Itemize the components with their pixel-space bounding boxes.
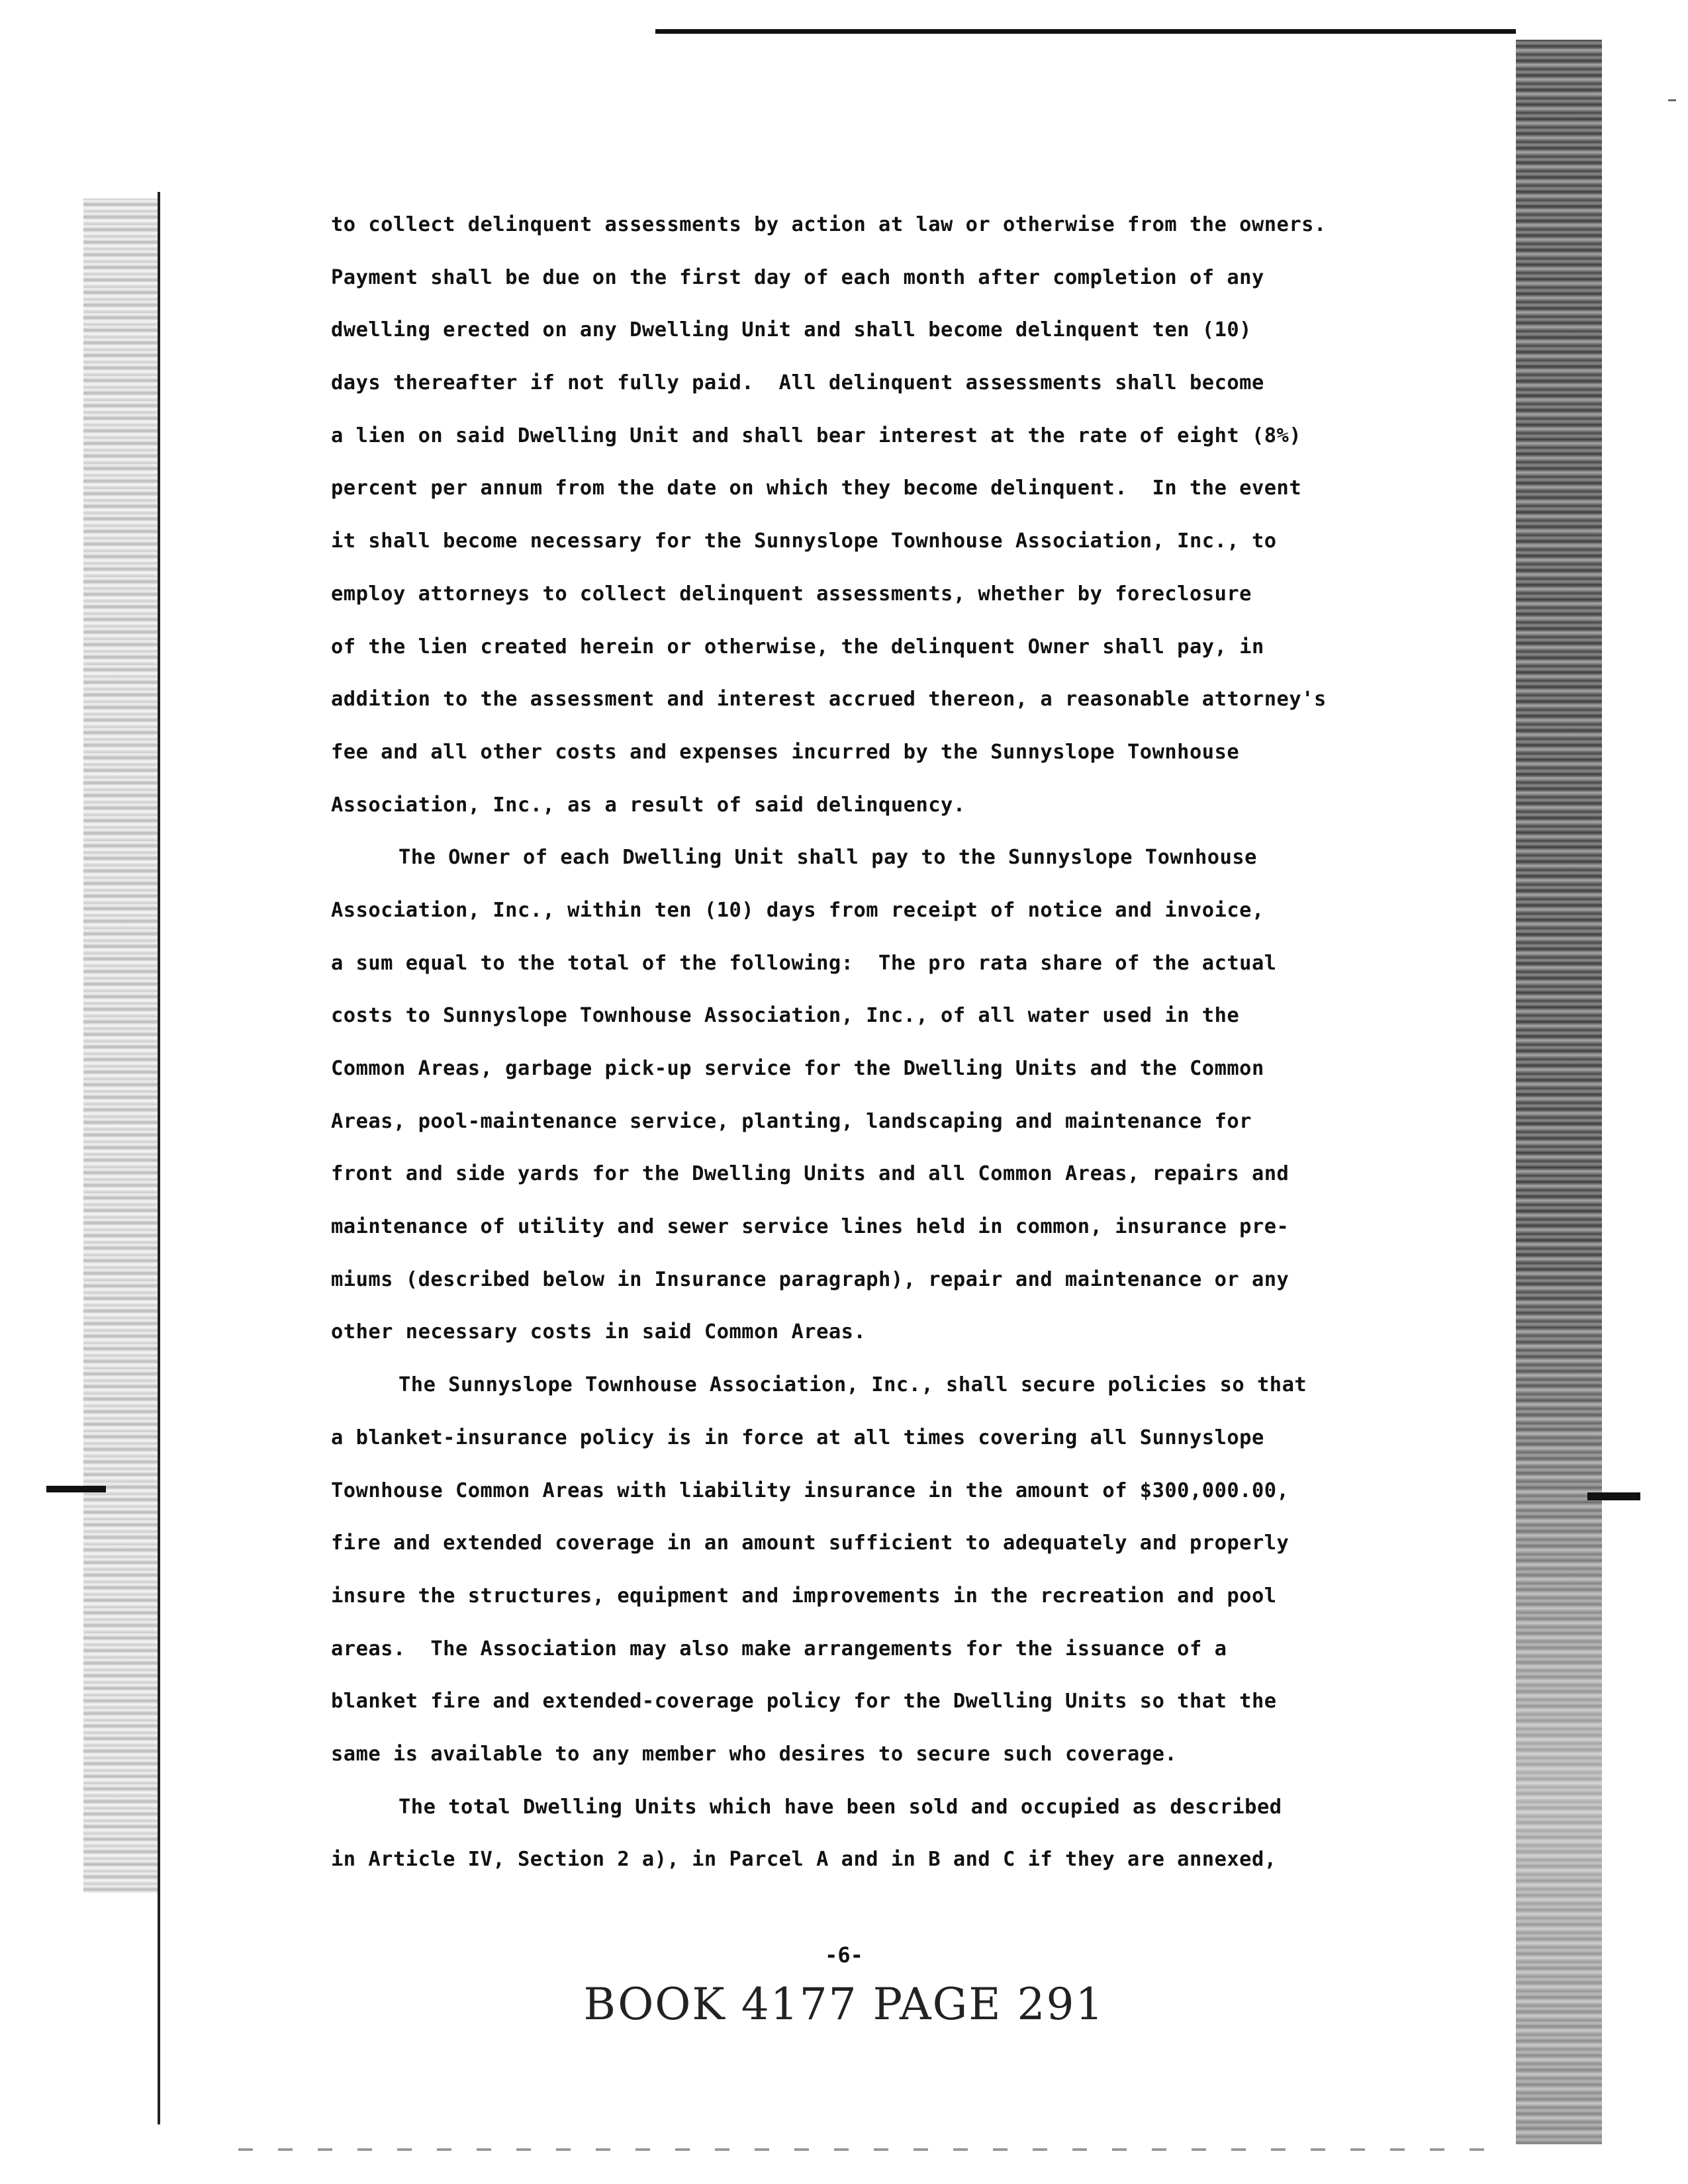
- text-line: fire and extended coverage in an amount sufficient to adequately and properly: [331, 1531, 1289, 1555]
- text-line: percent per annum from the date on which they become delinquent. In the event: [331, 477, 1302, 500]
- scan-left-edge-line: [158, 192, 160, 2124]
- text-line: fee and all other costs and expenses incurred by the Sunnyslope Townhouse: [331, 740, 1240, 764]
- text-line: of the lien created herein or otherwise, the delinquent Owner shall pay, in: [331, 635, 1264, 659]
- text-line: Payment shall be due on the first day of each month after completion of any: [331, 265, 1264, 289]
- text-line: front and side yards for the Dwelling Units and all Common Areas, repairs and: [331, 1162, 1289, 1186]
- text-line: to collect delinquent assessments by action at law or otherwise from the owners.: [331, 213, 1327, 236]
- text-line: areas. The Association may also make arrangements for the issuance of a: [331, 1637, 1227, 1661]
- scan-left-edge-shading: [83, 199, 160, 1893]
- text-line: blanket fire and extended-coverage policy for the Dwelling Units so that the: [331, 1690, 1277, 1713]
- text-line: The Owner of each Dwelling Unit shall pay to the Sunnyslope Townhouse: [399, 846, 1257, 870]
- text-line: miums (described below in Insurance paragraph), repair and maintenance or any: [331, 1267, 1289, 1291]
- scan-edge-tick: [1668, 99, 1676, 101]
- text-line: a sum equal to the total of the following: The pro rata share of the actual: [331, 951, 1277, 975]
- text-line: addition to the assessment and interest accrued thereon, a reasonable attorney's: [331, 688, 1327, 711]
- text-line: Association, Inc., as a result of said delinquency.: [331, 793, 966, 817]
- scan-bottom-dashes: [238, 2148, 1496, 2151]
- body-text: [331, 199, 1456, 1886]
- text-line: days thereafter if not fully paid. All delinquent assessments shall become: [331, 371, 1264, 395]
- text-line: costs to Sunnyslope Townhouse Association, Inc., of all water used in the: [331, 1004, 1240, 1028]
- text-line: other necessary costs in said Common Areas.: [331, 1320, 867, 1344]
- text-line: a lien on said Dwelling Unit and shall bear interest at the rate of eight (8%): [331, 424, 1302, 447]
- text-line: insure the structures, equipment and improvements in the recreation and pool: [331, 1584, 1277, 1608]
- text-line: dwelling erected on any Dwelling Unit and shall become delinquent ten (10): [331, 318, 1252, 342]
- binding-mark-left: [46, 1486, 106, 1492]
- text-line: it shall become necessary for the Sunnyslope Townhouse Association, Inc., to: [331, 529, 1277, 553]
- text-line: same is available to any member who desires to secure such coverage.: [331, 1742, 1178, 1766]
- text-line: in Article IV, Section 2 a), in Parcel A and in B and C if they are annexed,: [331, 1848, 1277, 1872]
- scan-top-rule: [655, 29, 1516, 34]
- text-line: The Sunnyslope Townhouse Association, Inc., shall secure policies so that: [399, 1373, 1307, 1397]
- text-line: Townhouse Common Areas with liability insurance in the amount of $300,000.00,: [331, 1479, 1289, 1502]
- text-line: Association, Inc., within ten (10) days from receipt of notice and invoice,: [331, 898, 1264, 922]
- text-line: The total Dwelling Units which have been sold and occupied as described: [399, 1795, 1282, 1819]
- book-page-stamp: BOOK 4177 PAGE 291: [583, 1979, 1105, 2030]
- text-line: a blanket-insurance policy is in force at all times covering all Sunnyslope: [331, 1426, 1264, 1449]
- text-line: Areas, pool-maintenance service, planting, landscaping and maintenance for: [331, 1109, 1252, 1133]
- binding-mark-right: [1587, 1492, 1640, 1500]
- text-line: employ attorneys to collect delinquent assessments, whether by foreclosure: [331, 582, 1252, 606]
- text-line: Common Areas, garbage pick-up service for the Dwelling Units and the Common: [331, 1057, 1264, 1080]
- page-number: -6-: [825, 1942, 863, 1968]
- text-line: maintenance of utility and sewer service lines held in common, insurance pre-: [331, 1215, 1289, 1239]
